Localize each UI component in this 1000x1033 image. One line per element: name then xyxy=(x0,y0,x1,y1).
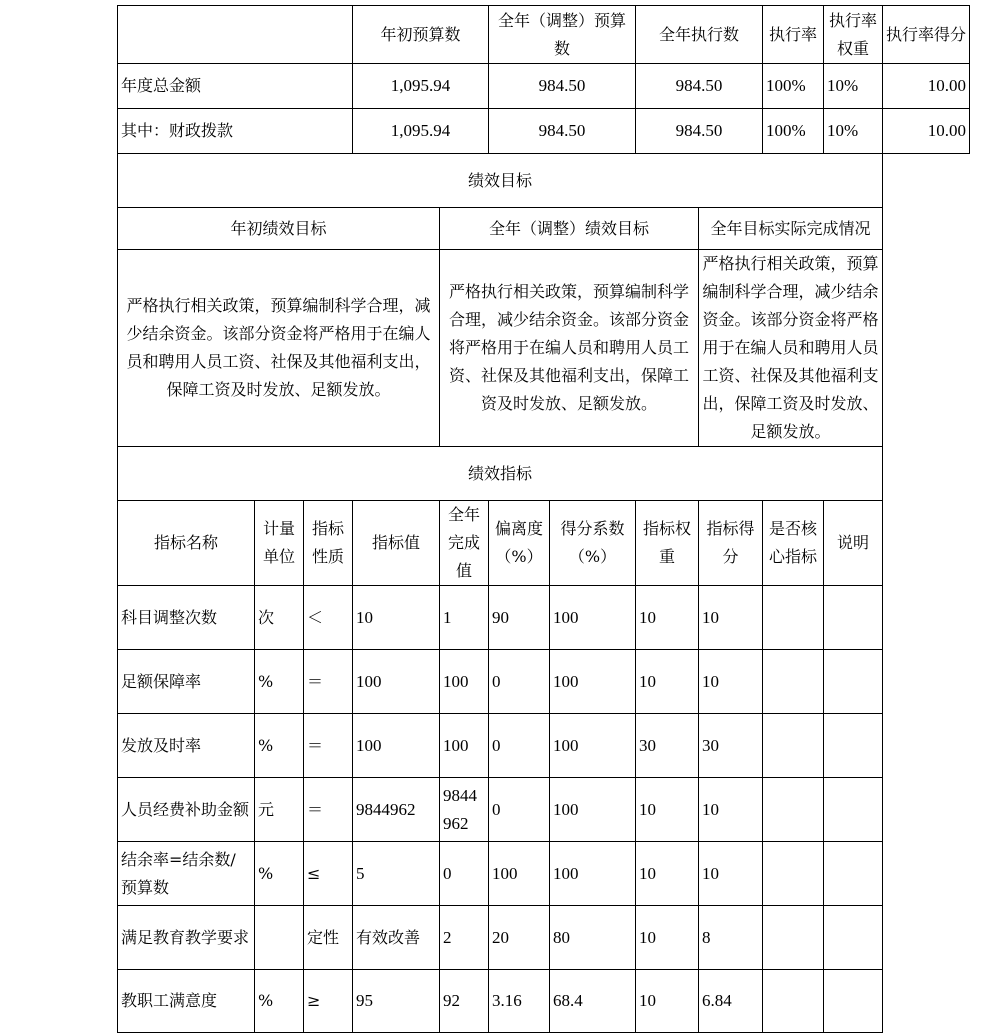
indicator-name: 人员经费补助金额 xyxy=(118,778,255,842)
indicator-note xyxy=(824,778,883,842)
indicator-target: 9844962 xyxy=(353,778,440,842)
indicators-header-row xyxy=(118,501,970,586)
indicator-completed: 100 xyxy=(440,714,489,778)
indicator-note xyxy=(824,650,883,714)
indicator-weight: 10 xyxy=(636,586,699,650)
indicator-header-note: 说明 xyxy=(824,501,883,586)
indicator-weight: 10 xyxy=(636,650,699,714)
budget-header-row xyxy=(118,6,970,64)
indicator-score: 8 xyxy=(699,906,763,970)
performance-table xyxy=(117,5,970,1033)
indicator-coefficient: 100 xyxy=(550,586,636,650)
indicator-name: 科目调整次数 xyxy=(118,586,255,650)
indicator-deviation: 0 xyxy=(489,778,550,842)
indicator-unit: % xyxy=(255,714,304,778)
indicator-completed: 100 xyxy=(440,650,489,714)
indicator-header-deviation: 偏离度（%） xyxy=(489,501,550,586)
goals-section-row xyxy=(118,154,970,208)
indicator-unit xyxy=(255,906,304,970)
indicator-header-name: 指标名称 xyxy=(118,501,255,586)
indicator-unit: % xyxy=(255,650,304,714)
budget-header-initial: 年初预算数 xyxy=(353,6,489,64)
budget-row-label: 其中：财政拨款 xyxy=(118,109,353,154)
budget-rate-value: 100% xyxy=(763,64,824,109)
indicator-core xyxy=(763,778,824,842)
indicator-coefficient: 68.4 xyxy=(550,970,636,1033)
indicator-score: 10 xyxy=(699,586,763,650)
indicator-core xyxy=(763,714,824,778)
indicator-completed: 9844962 xyxy=(440,778,489,842)
budget-corner-cell xyxy=(118,6,353,64)
indicator-deviation: 90 xyxy=(489,586,550,650)
budget-executed-value: 984.50 xyxy=(636,64,763,109)
indicator-header-core: 是否核心指标 xyxy=(763,501,824,586)
goals-text-row xyxy=(118,250,970,447)
indicator-coefficient: 100 xyxy=(550,842,636,906)
indicator-row xyxy=(118,778,970,842)
indicators-section-row xyxy=(118,447,970,501)
indicator-coefficient: 80 xyxy=(550,906,636,970)
indicator-weight: 10 xyxy=(636,906,699,970)
budget-adjusted-value: 984.50 xyxy=(489,109,636,154)
indicator-weight: 10 xyxy=(636,842,699,906)
indicator-note xyxy=(824,842,883,906)
indicator-completed: 0 xyxy=(440,842,489,906)
indicator-target: 10 xyxy=(353,586,440,650)
budget-weight-value: 10% xyxy=(824,109,883,154)
indicator-name: 满足教育教学要求 xyxy=(118,906,255,970)
indicator-name: 发放及时率 xyxy=(118,714,255,778)
indicator-note xyxy=(824,714,883,778)
indicator-row xyxy=(118,714,970,778)
goals-header-initial: 年初绩效目标 xyxy=(118,208,440,250)
budget-adjusted-value: 984.50 xyxy=(489,64,636,109)
indicator-target: 100 xyxy=(353,650,440,714)
indicator-nature: ≥ xyxy=(304,970,353,1033)
indicator-deviation: 0 xyxy=(489,714,550,778)
budget-score-value: 10.00 xyxy=(883,109,970,154)
indicator-deviation: 20 xyxy=(489,906,550,970)
indicator-deviation: 3.16 xyxy=(489,970,550,1033)
goals-header-adjusted: 全年（调整）绩效目标 xyxy=(440,208,699,250)
budget-row xyxy=(118,109,970,154)
indicator-core xyxy=(763,906,824,970)
budget-header-adjusted: 全年（调整）预算数 xyxy=(489,6,636,64)
budget-row xyxy=(118,64,970,109)
indicator-header-completed: 全年完成值 xyxy=(440,501,489,586)
indicator-note xyxy=(824,970,883,1033)
indicator-weight: 10 xyxy=(636,778,699,842)
indicator-core xyxy=(763,842,824,906)
indicator-note xyxy=(824,586,883,650)
goals-header-actual: 全年目标实际完成情况 xyxy=(699,208,883,250)
indicator-core xyxy=(763,586,824,650)
indicator-target: 5 xyxy=(353,842,440,906)
goal-actual-text: 严格执行相关政策，预算编制科学合理，减少结余资金。该部分资金将严格用于在编人员和聘用人员工资、社保及其他福利支出，保障工资及时发放、足额发放。 xyxy=(699,250,883,447)
indicator-weight: 30 xyxy=(636,714,699,778)
indicator-row xyxy=(118,586,970,650)
indicator-nature: ＝ xyxy=(304,778,353,842)
indicator-score: 10 xyxy=(699,842,763,906)
indicator-deviation: 0 xyxy=(489,650,550,714)
indicator-target: 95 xyxy=(353,970,440,1033)
goals-section-title: 绩效目标 xyxy=(118,154,883,208)
indicator-row xyxy=(118,842,970,906)
indicator-name: 结余率=结余数/预算数 xyxy=(118,842,255,906)
indicator-note xyxy=(824,906,883,970)
indicator-unit: 次 xyxy=(255,586,304,650)
indicator-nature: ≤ xyxy=(304,842,353,906)
indicator-header-nature: 指标性质 xyxy=(304,501,353,586)
budget-header-executed: 全年执行数 xyxy=(636,6,763,64)
indicator-deviation: 100 xyxy=(489,842,550,906)
indicator-header-target: 指标值 xyxy=(353,501,440,586)
indicators-section-title: 绩效指标 xyxy=(118,447,883,501)
indicator-weight: 10 xyxy=(636,970,699,1033)
indicator-nature: ＝ xyxy=(304,714,353,778)
indicator-row xyxy=(118,906,970,970)
goal-initial-text: 严格执行相关政策，预算编制科学合理，减少结余资金。该部分资金将严格用于在编人员和聘用人员工资、社保及其他福利支出，保障工资及时发放、足额发放。 xyxy=(118,250,440,447)
indicator-coefficient: 100 xyxy=(550,650,636,714)
indicator-row xyxy=(118,970,970,1033)
indicator-completed: 2 xyxy=(440,906,489,970)
indicator-unit: % xyxy=(255,970,304,1033)
budget-row-label: 年度总金额 xyxy=(118,64,353,109)
indicator-completed: 92 xyxy=(440,970,489,1033)
indicator-core xyxy=(763,970,824,1033)
budget-weight-value: 10% xyxy=(824,64,883,109)
indicator-row xyxy=(118,650,970,714)
indicator-name: 教职工满意度 xyxy=(118,970,255,1033)
indicator-score: 10 xyxy=(699,650,763,714)
indicator-score: 6.84 xyxy=(699,970,763,1033)
budget-score-value: 10.00 xyxy=(883,64,970,109)
indicator-header-score: 指标得分 xyxy=(699,501,763,586)
indicator-nature: ＝ xyxy=(304,650,353,714)
indicator-target: 有效改善 xyxy=(353,906,440,970)
indicator-coefficient: 100 xyxy=(550,778,636,842)
indicator-core xyxy=(763,650,824,714)
indicator-nature: 定性 xyxy=(304,906,353,970)
budget-header-weight: 执行率权重 xyxy=(824,6,883,64)
indicator-target: 100 xyxy=(353,714,440,778)
budget-header-score: 执行率得分 xyxy=(883,6,970,64)
indicator-header-coefficient: 得分系数（%） xyxy=(550,501,636,586)
indicator-score: 30 xyxy=(699,714,763,778)
indicator-name: 足额保障率 xyxy=(118,650,255,714)
indicator-completed: 1 xyxy=(440,586,489,650)
indicator-coefficient: 100 xyxy=(550,714,636,778)
budget-header-rate: 执行率 xyxy=(763,6,824,64)
indicator-nature: ＜ xyxy=(304,586,353,650)
indicator-header-unit: 计量单位 xyxy=(255,501,304,586)
indicator-header-weight: 指标权重 xyxy=(636,501,699,586)
goals-header-row xyxy=(118,208,970,250)
indicator-unit: 元 xyxy=(255,778,304,842)
budget-executed-value: 984.50 xyxy=(636,109,763,154)
budget-initial-value: 1,095.94 xyxy=(353,109,489,154)
indicator-score: 10 xyxy=(699,778,763,842)
budget-rate-value: 100% xyxy=(763,109,824,154)
budget-initial-value: 1,095.94 xyxy=(353,64,489,109)
goal-adjusted-text: 严格执行相关政策，预算编制科学合理，减少结余资金。该部分资金将严格用于在编人员和聘用人员工资、社保及其他福利支出，保障工资及时发放、足额发放。 xyxy=(440,250,699,447)
indicator-unit: % xyxy=(255,842,304,906)
